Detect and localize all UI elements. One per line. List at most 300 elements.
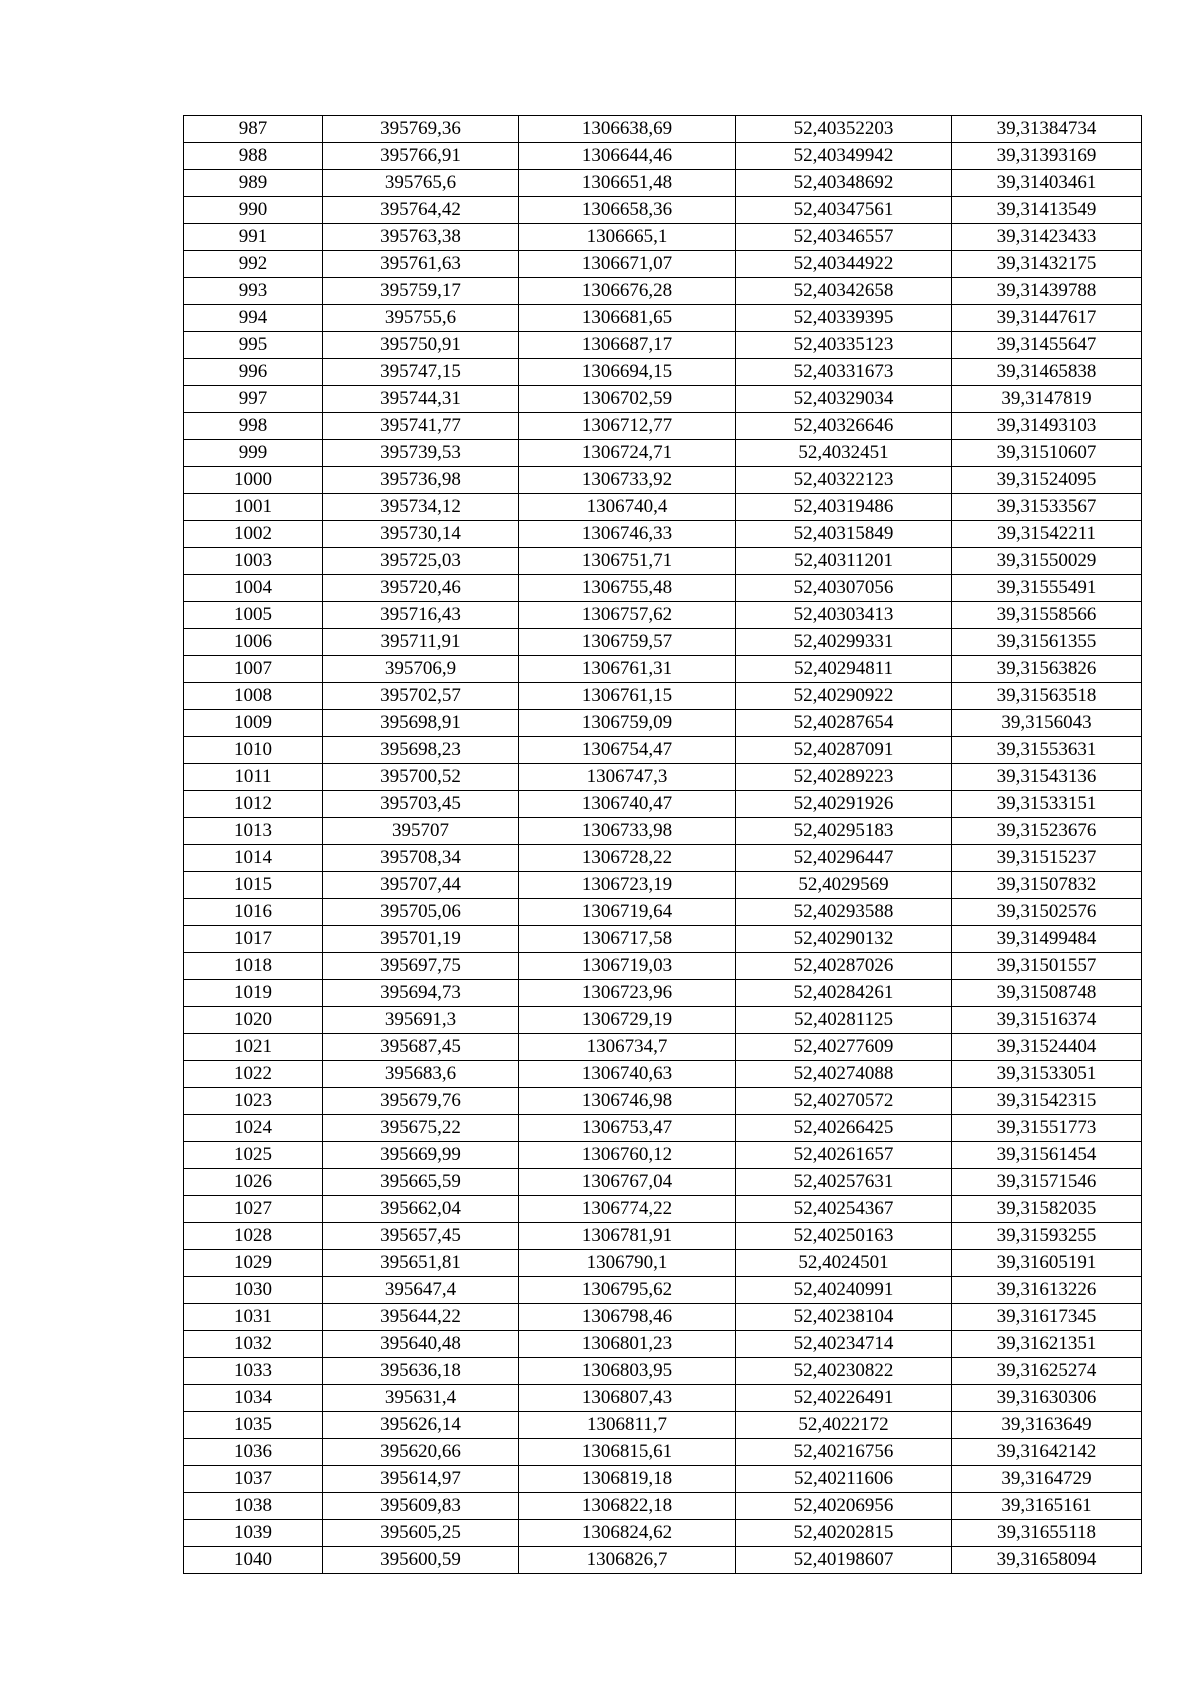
longitude-cell: 39,31524095 <box>952 467 1142 494</box>
y-coordinate-cell: 1306761,15 <box>519 683 736 710</box>
coordinates-table <box>183 115 1142 1574</box>
point-number-cell: 1023 <box>184 1088 323 1115</box>
point-number-cell: 995 <box>184 332 323 359</box>
longitude-cell: 39,31558566 <box>952 602 1142 629</box>
table-row <box>184 1223 1142 1250</box>
x-coordinate-cell: 395675,22 <box>323 1115 519 1142</box>
point-number-cell: 1006 <box>184 629 323 656</box>
latitude-cell: 52,40319486 <box>736 494 952 521</box>
table-row <box>184 1142 1142 1169</box>
x-coordinate-cell: 395687,45 <box>323 1034 519 1061</box>
point-number-cell: 1017 <box>184 926 323 953</box>
y-coordinate-cell: 1306819,18 <box>519 1466 736 1493</box>
y-coordinate-cell: 1306729,19 <box>519 1007 736 1034</box>
longitude-cell: 39,31542211 <box>952 521 1142 548</box>
longitude-cell: 39,31613226 <box>952 1277 1142 1304</box>
point-number-cell: 996 <box>184 359 323 386</box>
x-coordinate-cell: 395730,14 <box>323 521 519 548</box>
y-coordinate-cell: 1306733,98 <box>519 818 736 845</box>
longitude-cell: 39,31551773 <box>952 1115 1142 1142</box>
y-coordinate-cell: 1306826,7 <box>519 1547 736 1574</box>
table-row <box>184 1358 1142 1385</box>
point-number-cell: 1021 <box>184 1034 323 1061</box>
y-coordinate-cell: 1306798,46 <box>519 1304 736 1331</box>
longitude-cell: 39,31533151 <box>952 791 1142 818</box>
latitude-cell: 52,40226491 <box>736 1385 952 1412</box>
x-coordinate-cell: 395636,18 <box>323 1358 519 1385</box>
latitude-cell: 52,4029569 <box>736 872 952 899</box>
y-coordinate-cell: 1306719,64 <box>519 899 736 926</box>
y-coordinate-cell: 1306740,47 <box>519 791 736 818</box>
point-number-cell: 1022 <box>184 1061 323 1088</box>
x-coordinate-cell: 395694,73 <box>323 980 519 1007</box>
x-coordinate-cell: 395744,31 <box>323 386 519 413</box>
latitude-cell: 52,40202815 <box>736 1520 952 1547</box>
table-row <box>184 818 1142 845</box>
latitude-cell: 52,40294811 <box>736 656 952 683</box>
latitude-cell: 52,40287026 <box>736 953 952 980</box>
y-coordinate-cell: 1306753,47 <box>519 1115 736 1142</box>
point-number-cell: 998 <box>184 413 323 440</box>
longitude-cell: 39,31510607 <box>952 440 1142 467</box>
point-number-cell: 1036 <box>184 1439 323 1466</box>
x-coordinate-cell: 395683,6 <box>323 1061 519 1088</box>
point-number-cell: 1024 <box>184 1115 323 1142</box>
table-row <box>184 1520 1142 1547</box>
table-row <box>184 224 1142 251</box>
x-coordinate-cell: 395707 <box>323 818 519 845</box>
y-coordinate-cell: 1306767,04 <box>519 1169 736 1196</box>
table-row <box>184 1331 1142 1358</box>
point-number-cell: 997 <box>184 386 323 413</box>
y-coordinate-cell: 1306811,7 <box>519 1412 736 1439</box>
latitude-cell: 52,40287654 <box>736 710 952 737</box>
y-coordinate-cell: 1306746,33 <box>519 521 736 548</box>
y-coordinate-cell: 1306638,69 <box>519 116 736 143</box>
point-number-cell: 1011 <box>184 764 323 791</box>
y-coordinate-cell: 1306681,65 <box>519 305 736 332</box>
y-coordinate-cell: 1306734,7 <box>519 1034 736 1061</box>
x-coordinate-cell: 395711,91 <box>323 629 519 656</box>
x-coordinate-cell: 395669,99 <box>323 1142 519 1169</box>
point-number-cell: 987 <box>184 116 323 143</box>
latitude-cell: 52,40281125 <box>736 1007 952 1034</box>
table-row <box>184 656 1142 683</box>
x-coordinate-cell: 395708,34 <box>323 845 519 872</box>
longitude-cell: 39,31617345 <box>952 1304 1142 1331</box>
x-coordinate-cell: 395706,9 <box>323 656 519 683</box>
x-coordinate-cell: 395600,59 <box>323 1547 519 1574</box>
table-row <box>184 845 1142 872</box>
point-number-cell: 1028 <box>184 1223 323 1250</box>
x-coordinate-cell: 395766,91 <box>323 143 519 170</box>
point-number-cell: 994 <box>184 305 323 332</box>
table-row <box>184 1466 1142 1493</box>
y-coordinate-cell: 1306747,3 <box>519 764 736 791</box>
longitude-cell: 39,31413549 <box>952 197 1142 224</box>
longitude-cell: 39,31455647 <box>952 332 1142 359</box>
longitude-cell: 39,31501557 <box>952 953 1142 980</box>
x-coordinate-cell: 395662,04 <box>323 1196 519 1223</box>
y-coordinate-cell: 1306746,98 <box>519 1088 736 1115</box>
longitude-cell: 39,31658094 <box>952 1547 1142 1574</box>
longitude-cell: 39,31515237 <box>952 845 1142 872</box>
x-coordinate-cell: 395701,19 <box>323 926 519 953</box>
y-coordinate-cell: 1306757,62 <box>519 602 736 629</box>
latitude-cell: 52,40287091 <box>736 737 952 764</box>
table-row <box>184 1007 1142 1034</box>
latitude-cell: 52,40344922 <box>736 251 952 278</box>
table-row <box>184 1196 1142 1223</box>
x-coordinate-cell: 395765,6 <box>323 170 519 197</box>
latitude-cell: 52,40257631 <box>736 1169 952 1196</box>
y-coordinate-cell: 1306807,43 <box>519 1385 736 1412</box>
x-coordinate-cell: 395750,91 <box>323 332 519 359</box>
longitude-cell: 39,31582035 <box>952 1196 1142 1223</box>
latitude-cell: 52,40315849 <box>736 521 952 548</box>
latitude-cell: 52,40254367 <box>736 1196 952 1223</box>
longitude-cell: 39,31508748 <box>952 980 1142 1007</box>
longitude-cell: 39,31507832 <box>952 872 1142 899</box>
point-number-cell: 1000 <box>184 467 323 494</box>
longitude-cell: 39,31524404 <box>952 1034 1142 1061</box>
table-row <box>184 791 1142 818</box>
latitude-cell: 52,40289223 <box>736 764 952 791</box>
table-row <box>184 872 1142 899</box>
y-coordinate-cell: 1306694,15 <box>519 359 736 386</box>
longitude-cell: 39,31423433 <box>952 224 1142 251</box>
y-coordinate-cell: 1306723,19 <box>519 872 736 899</box>
x-coordinate-cell: 395644,22 <box>323 1304 519 1331</box>
point-number-cell: 1016 <box>184 899 323 926</box>
longitude-cell: 39,31553631 <box>952 737 1142 764</box>
x-coordinate-cell: 395700,52 <box>323 764 519 791</box>
y-coordinate-cell: 1306676,28 <box>519 278 736 305</box>
longitude-cell: 39,31533567 <box>952 494 1142 521</box>
point-number-cell: 1034 <box>184 1385 323 1412</box>
longitude-cell: 39,3147819 <box>952 386 1142 413</box>
longitude-cell: 39,31516374 <box>952 1007 1142 1034</box>
longitude-cell: 39,3156043 <box>952 710 1142 737</box>
point-number-cell: 1035 <box>184 1412 323 1439</box>
point-number-cell: 988 <box>184 143 323 170</box>
latitude-cell: 52,40238104 <box>736 1304 952 1331</box>
coordinates-table-body <box>184 116 1142 1574</box>
longitude-cell: 39,31533051 <box>952 1061 1142 1088</box>
latitude-cell: 52,40296447 <box>736 845 952 872</box>
latitude-cell: 52,40284261 <box>736 980 952 1007</box>
x-coordinate-cell: 395657,45 <box>323 1223 519 1250</box>
point-number-cell: 1015 <box>184 872 323 899</box>
point-number-cell: 1002 <box>184 521 323 548</box>
latitude-cell: 52,40347561 <box>736 197 952 224</box>
table-row <box>184 710 1142 737</box>
longitude-cell: 39,31561355 <box>952 629 1142 656</box>
latitude-cell: 52,40277609 <box>736 1034 952 1061</box>
longitude-cell: 39,31502576 <box>952 899 1142 926</box>
y-coordinate-cell: 1306751,71 <box>519 548 736 575</box>
y-coordinate-cell: 1306824,62 <box>519 1520 736 1547</box>
x-coordinate-cell: 395647,4 <box>323 1277 519 1304</box>
x-coordinate-cell: 395739,53 <box>323 440 519 467</box>
y-coordinate-cell: 1306822,18 <box>519 1493 736 1520</box>
point-number-cell: 1037 <box>184 1466 323 1493</box>
point-number-cell: 1018 <box>184 953 323 980</box>
point-number-cell: 1008 <box>184 683 323 710</box>
point-number-cell: 1027 <box>184 1196 323 1223</box>
latitude-cell: 52,40211606 <box>736 1466 952 1493</box>
longitude-cell: 39,31655118 <box>952 1520 1142 1547</box>
table-row <box>184 332 1142 359</box>
latitude-cell: 52,40307056 <box>736 575 952 602</box>
latitude-cell: 52,40346557 <box>736 224 952 251</box>
point-number-cell: 1009 <box>184 710 323 737</box>
longitude-cell: 39,31523676 <box>952 818 1142 845</box>
x-coordinate-cell: 395691,3 <box>323 1007 519 1034</box>
y-coordinate-cell: 1306761,31 <box>519 656 736 683</box>
point-number-cell: 1014 <box>184 845 323 872</box>
table-row <box>184 683 1142 710</box>
table-row <box>184 278 1142 305</box>
y-coordinate-cell: 1306687,17 <box>519 332 736 359</box>
y-coordinate-cell: 1306803,95 <box>519 1358 736 1385</box>
table-row <box>184 575 1142 602</box>
x-coordinate-cell: 395734,12 <box>323 494 519 521</box>
table-row <box>184 1250 1142 1277</box>
latitude-cell: 52,40234714 <box>736 1331 952 1358</box>
y-coordinate-cell: 1306774,22 <box>519 1196 736 1223</box>
point-number-cell: 999 <box>184 440 323 467</box>
latitude-cell: 52,4032451 <box>736 440 952 467</box>
longitude-cell: 39,31605191 <box>952 1250 1142 1277</box>
x-coordinate-cell: 395720,46 <box>323 575 519 602</box>
longitude-cell: 39,31563518 <box>952 683 1142 710</box>
point-number-cell: 1039 <box>184 1520 323 1547</box>
table-row <box>184 1493 1142 1520</box>
y-coordinate-cell: 1306754,47 <box>519 737 736 764</box>
table-row <box>184 305 1142 332</box>
point-number-cell: 993 <box>184 278 323 305</box>
x-coordinate-cell: 395725,03 <box>323 548 519 575</box>
table-row <box>184 1088 1142 1115</box>
table-row <box>184 386 1142 413</box>
x-coordinate-cell: 395679,76 <box>323 1088 519 1115</box>
latitude-cell: 52,40342658 <box>736 278 952 305</box>
longitude-cell: 39,3164729 <box>952 1466 1142 1493</box>
point-number-cell: 1026 <box>184 1169 323 1196</box>
longitude-cell: 39,31621351 <box>952 1331 1142 1358</box>
longitude-cell: 39,31403461 <box>952 170 1142 197</box>
y-coordinate-cell: 1306815,61 <box>519 1439 736 1466</box>
y-coordinate-cell: 1306733,92 <box>519 467 736 494</box>
longitude-cell: 39,31499484 <box>952 926 1142 953</box>
table-row <box>184 1277 1142 1304</box>
point-number-cell: 1029 <box>184 1250 323 1277</box>
y-coordinate-cell: 1306665,1 <box>519 224 736 251</box>
point-number-cell: 1040 <box>184 1547 323 1574</box>
table-row <box>184 1385 1142 1412</box>
table-row <box>184 899 1142 926</box>
table-row <box>184 143 1142 170</box>
y-coordinate-cell: 1306719,03 <box>519 953 736 980</box>
latitude-cell: 52,40299331 <box>736 629 952 656</box>
point-number-cell: 989 <box>184 170 323 197</box>
point-number-cell: 1005 <box>184 602 323 629</box>
point-number-cell: 1007 <box>184 656 323 683</box>
longitude-cell: 39,31630306 <box>952 1385 1142 1412</box>
longitude-cell: 39,31642142 <box>952 1439 1142 1466</box>
y-coordinate-cell: 1306759,57 <box>519 629 736 656</box>
table-row <box>184 1439 1142 1466</box>
x-coordinate-cell: 395764,42 <box>323 197 519 224</box>
latitude-cell: 52,40322123 <box>736 467 952 494</box>
y-coordinate-cell: 1306795,62 <box>519 1277 736 1304</box>
point-number-cell: 1031 <box>184 1304 323 1331</box>
x-coordinate-cell: 395665,59 <box>323 1169 519 1196</box>
point-number-cell: 1010 <box>184 737 323 764</box>
x-coordinate-cell: 395702,57 <box>323 683 519 710</box>
point-number-cell: 1013 <box>184 818 323 845</box>
x-coordinate-cell: 395605,25 <box>323 1520 519 1547</box>
longitude-cell: 39,31561454 <box>952 1142 1142 1169</box>
table-row <box>184 1115 1142 1142</box>
point-number-cell: 1004 <box>184 575 323 602</box>
table-row <box>184 197 1142 224</box>
table-row <box>184 494 1142 521</box>
table-row <box>184 170 1142 197</box>
longitude-cell: 39,31439788 <box>952 278 1142 305</box>
table-row <box>184 926 1142 953</box>
table-row <box>184 764 1142 791</box>
point-number-cell: 1012 <box>184 791 323 818</box>
latitude-cell: 52,40352203 <box>736 116 952 143</box>
y-coordinate-cell: 1306728,22 <box>519 845 736 872</box>
latitude-cell: 52,40274088 <box>736 1061 952 1088</box>
x-coordinate-cell: 395736,98 <box>323 467 519 494</box>
y-coordinate-cell: 1306651,48 <box>519 170 736 197</box>
latitude-cell: 52,40216756 <box>736 1439 952 1466</box>
latitude-cell: 52,4022172 <box>736 1412 952 1439</box>
x-coordinate-cell: 395609,83 <box>323 1493 519 1520</box>
y-coordinate-cell: 1306658,36 <box>519 197 736 224</box>
longitude-cell: 39,31625274 <box>952 1358 1142 1385</box>
x-coordinate-cell: 395698,91 <box>323 710 519 737</box>
latitude-cell: 52,40261657 <box>736 1142 952 1169</box>
table-row <box>184 1547 1142 1574</box>
point-number-cell: 1030 <box>184 1277 323 1304</box>
table-row <box>184 1169 1142 1196</box>
x-coordinate-cell: 395620,66 <box>323 1439 519 1466</box>
x-coordinate-cell: 395755,6 <box>323 305 519 332</box>
x-coordinate-cell: 395769,36 <box>323 116 519 143</box>
table-row <box>184 521 1142 548</box>
longitude-cell: 39,31550029 <box>952 548 1142 575</box>
y-coordinate-cell: 1306781,91 <box>519 1223 736 1250</box>
longitude-cell: 39,31493103 <box>952 413 1142 440</box>
x-coordinate-cell: 395705,06 <box>323 899 519 926</box>
y-coordinate-cell: 1306723,96 <box>519 980 736 1007</box>
table-row <box>184 980 1142 1007</box>
x-coordinate-cell: 395631,4 <box>323 1385 519 1412</box>
y-coordinate-cell: 1306724,71 <box>519 440 736 467</box>
latitude-cell: 52,40290132 <box>736 926 952 953</box>
longitude-cell: 39,3165161 <box>952 1493 1142 1520</box>
latitude-cell: 52,40240991 <box>736 1277 952 1304</box>
longitude-cell: 39,31465838 <box>952 359 1142 386</box>
x-coordinate-cell: 395614,97 <box>323 1466 519 1493</box>
table-row <box>184 116 1142 143</box>
y-coordinate-cell: 1306740,63 <box>519 1061 736 1088</box>
table-row <box>184 602 1142 629</box>
latitude-cell: 52,40348692 <box>736 170 952 197</box>
table-row <box>184 440 1142 467</box>
point-number-cell: 1038 <box>184 1493 323 1520</box>
x-coordinate-cell: 395651,81 <box>323 1250 519 1277</box>
longitude-cell: 39,31555491 <box>952 575 1142 602</box>
point-number-cell: 1025 <box>184 1142 323 1169</box>
x-coordinate-cell: 395626,14 <box>323 1412 519 1439</box>
point-number-cell: 1001 <box>184 494 323 521</box>
y-coordinate-cell: 1306740,4 <box>519 494 736 521</box>
y-coordinate-cell: 1306801,23 <box>519 1331 736 1358</box>
latitude-cell: 52,4024501 <box>736 1250 952 1277</box>
point-number-cell: 1032 <box>184 1331 323 1358</box>
point-number-cell: 1003 <box>184 548 323 575</box>
latitude-cell: 52,40291926 <box>736 791 952 818</box>
x-coordinate-cell: 395707,44 <box>323 872 519 899</box>
longitude-cell: 39,31563826 <box>952 656 1142 683</box>
latitude-cell: 52,40250163 <box>736 1223 952 1250</box>
x-coordinate-cell: 395747,15 <box>323 359 519 386</box>
y-coordinate-cell: 1306671,07 <box>519 251 736 278</box>
table-row <box>184 1034 1142 1061</box>
latitude-cell: 52,40331673 <box>736 359 952 386</box>
point-number-cell: 1020 <box>184 1007 323 1034</box>
x-coordinate-cell: 395697,75 <box>323 953 519 980</box>
longitude-cell: 39,31571546 <box>952 1169 1142 1196</box>
latitude-cell: 52,40339395 <box>736 305 952 332</box>
longitude-cell: 39,31447617 <box>952 305 1142 332</box>
y-coordinate-cell: 1306790,1 <box>519 1250 736 1277</box>
longitude-cell: 39,3163649 <box>952 1412 1142 1439</box>
latitude-cell: 52,40270572 <box>736 1088 952 1115</box>
table-row <box>184 467 1142 494</box>
x-coordinate-cell: 395703,45 <box>323 791 519 818</box>
latitude-cell: 52,40293588 <box>736 899 952 926</box>
latitude-cell: 52,40295183 <box>736 818 952 845</box>
latitude-cell: 52,40349942 <box>736 143 952 170</box>
latitude-cell: 52,40266425 <box>736 1115 952 1142</box>
y-coordinate-cell: 1306712,77 <box>519 413 736 440</box>
latitude-cell: 52,40329034 <box>736 386 952 413</box>
longitude-cell: 39,31384734 <box>952 116 1142 143</box>
y-coordinate-cell: 1306717,58 <box>519 926 736 953</box>
longitude-cell: 39,31593255 <box>952 1223 1142 1250</box>
table-row <box>184 629 1142 656</box>
y-coordinate-cell: 1306755,48 <box>519 575 736 602</box>
longitude-cell: 39,31543136 <box>952 764 1142 791</box>
table-row <box>184 251 1142 278</box>
table-row <box>184 548 1142 575</box>
x-coordinate-cell: 395763,38 <box>323 224 519 251</box>
point-number-cell: 1019 <box>184 980 323 1007</box>
table-row <box>184 359 1142 386</box>
table-row <box>184 1304 1142 1331</box>
point-number-cell: 991 <box>184 224 323 251</box>
x-coordinate-cell: 395716,43 <box>323 602 519 629</box>
x-coordinate-cell: 395761,63 <box>323 251 519 278</box>
latitude-cell: 52,40303413 <box>736 602 952 629</box>
